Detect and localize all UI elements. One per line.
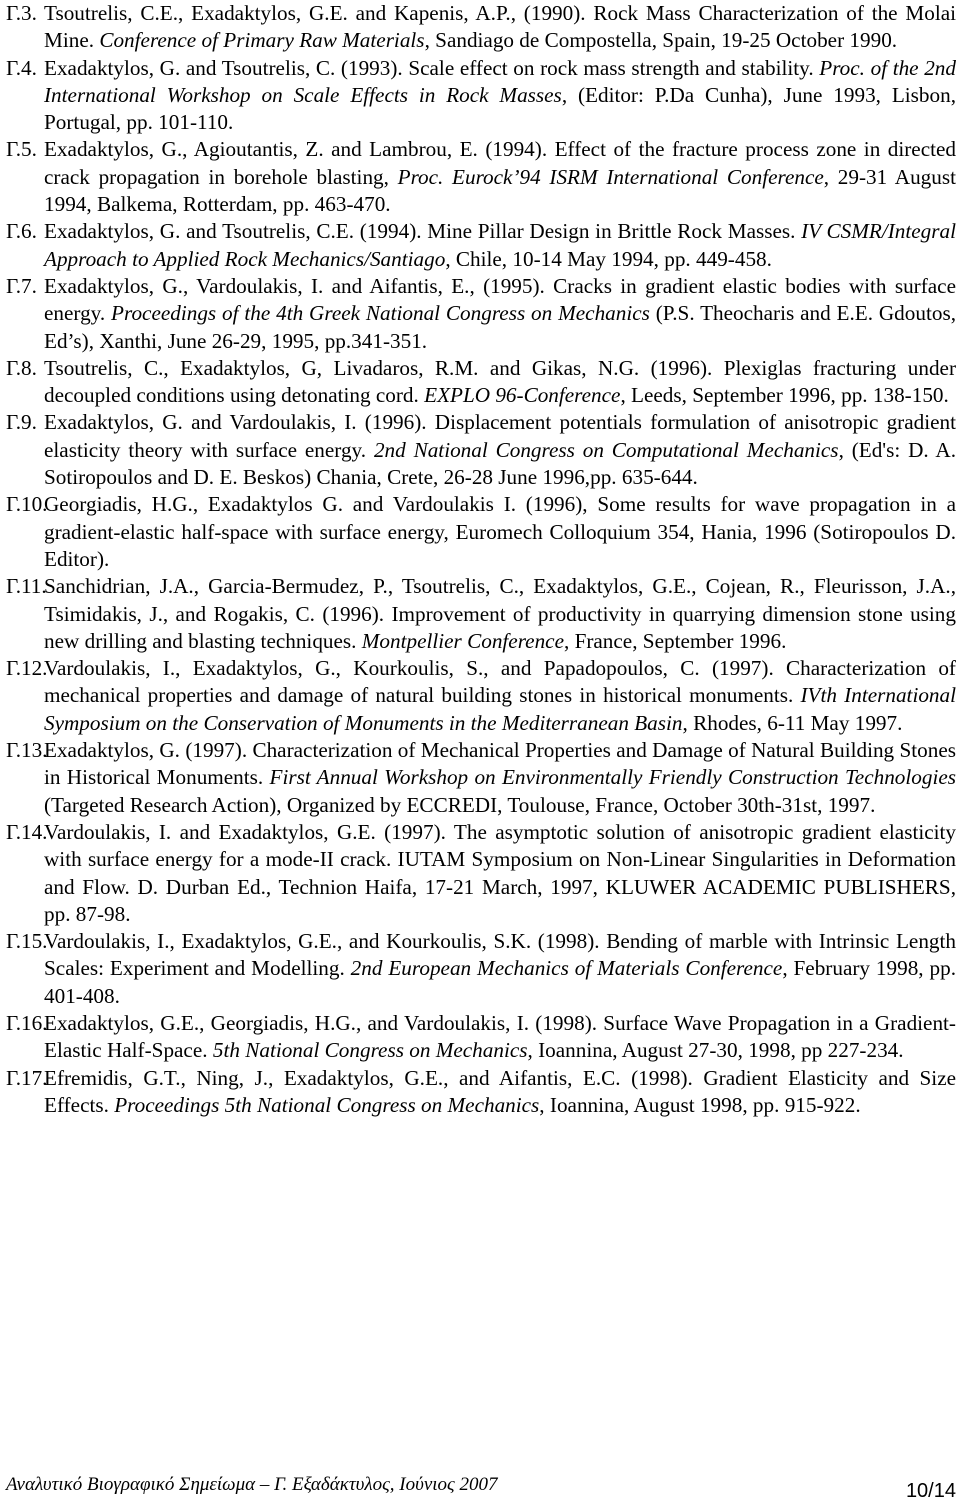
reference-text bbox=[44, 219, 956, 270]
reference-number: Γ.7. bbox=[6, 273, 37, 298]
reference-text-segment: Vardoulakis, I., Exadaktylos, G.E., and Kourkoulis, S.K. (1998). Bending of marble with Intrinsic Length Scales: Experiment and Modelling. bbox=[44, 929, 956, 981]
reference-number: Γ.17. bbox=[6, 1065, 48, 1090]
reference-venue-italic: Conference of Primary Raw Materials bbox=[99, 28, 425, 53]
footer-title: Αναλυτικό Βιογραφικό Σημείωμα – Γ. Εξαδάκτυλος, Ιούνιος 2007 bbox=[6, 1474, 498, 1495]
reference-text bbox=[44, 356, 956, 407]
reference-number: Γ.11. bbox=[6, 574, 47, 599]
reference-venue-italic: Proc. Eurock’94 ISRM International Conference bbox=[397, 164, 824, 189]
reference-venue-italic: Proceedings of the 4th Greek National Congress on Mechanics bbox=[111, 301, 650, 326]
reference-text bbox=[44, 820, 956, 926]
reference-number: Γ.13. bbox=[6, 738, 48, 763]
reference-text bbox=[44, 738, 956, 817]
reference-text-segment: , Ioannina, August 1998, pp. 915-922. bbox=[539, 1092, 861, 1117]
reference-item bbox=[6, 273, 956, 355]
reference-number: Γ.16. bbox=[6, 1010, 48, 1035]
reference-venue-italic: First Annual Workshop on Environmentally Friendly Construction Technologies bbox=[269, 765, 956, 790]
reference-venue-italic: 2nd National Congress on Computational Mechanics bbox=[373, 437, 839, 462]
reference-text-segment: , Rhodes, 6-11 May 1997. bbox=[682, 710, 903, 735]
reference-text-segment: , Ioannina, August 27-30, 1998, pp 227-234. bbox=[527, 1038, 904, 1063]
reference-item bbox=[6, 1010, 956, 1065]
reference-item bbox=[6, 136, 956, 218]
reference-number: Γ.5. bbox=[6, 137, 37, 162]
reference-text-segment: , (Ed's: D. A. Sotiropoulos and D. E. Beskos) Chania, Crete, 26-28 June 1996,pp. 635-644. bbox=[44, 437, 957, 490]
reference-text-segment: Exadaktylos, G.E., Georgiadis, H.G., and Vardoulakis, I. (1998). Surface Wave Propagation in a Gradient-Elastic Half-Space. bbox=[44, 1010, 956, 1063]
reference-text-segment: Exadaktylos, G., Agioutantis, Z. and Lambrou, E. (1994). Effect of the fracture process zone in directed crack propagation in borehole blasting, bbox=[44, 137, 956, 189]
reference-text bbox=[44, 56, 956, 135]
reference-text bbox=[44, 410, 956, 489]
reference-text-segment: Exadaktylos, G. and Tsoutrelis, C.E. (1994). Mine Pillar Design in Brittle Rock Masses. bbox=[44, 219, 802, 244]
reference-text-segment: , Leeds, September 1996, pp. 138-150. bbox=[620, 383, 949, 408]
reference-item bbox=[6, 355, 956, 410]
reference-number: Γ.8. bbox=[6, 355, 37, 380]
reference-text-segment: Tsoutrelis, C., Exadaktylos, G, Livadaros, R.M. and Gikas, N.G. (1996). Plexiglas fracturing under decoupled conditions using detonating cord. bbox=[44, 355, 956, 408]
reference-text-segment: Exadaktylos, G., Vardoulakis, I. and Aifantis, E., (1995). Cracks in gradient elastic bodies with surface energy. bbox=[44, 273, 956, 326]
reference-text-segment: Vardoulakis, I., Exadaktylos, G., Kourkoulis, S., and Papadopoulos, C. (1997). Characterization of mechanical properties and damage of natural building stones in historical monuments. bbox=[44, 656, 956, 708]
reference-number: Γ.15. bbox=[6, 929, 48, 954]
reference-number: Γ.12. bbox=[6, 656, 48, 681]
reference-item bbox=[6, 409, 956, 491]
reference-number: Γ.9. bbox=[6, 410, 37, 435]
reference-item bbox=[6, 0, 956, 55]
reference-venue-italic: IV CSMR/Integral Approach to Applied Rock Mechanics/Santiago bbox=[44, 219, 956, 271]
reference-number: Γ.4. bbox=[6, 55, 37, 80]
reference-text bbox=[44, 574, 956, 653]
reference-text-segment: (P.S. Theocharis and E.E. Gdoutos, Ed’s), Xanthi, June 26-29, 1995, pp.341-351. bbox=[44, 301, 956, 353]
reference-text-segment: Efremidis, G.T., Ning, J., Exadaktylos, G.E., and Aifantis, E.C. (1998). Gradient Elasticity and Size Effects. bbox=[44, 1065, 956, 1117]
reference-item bbox=[6, 655, 956, 737]
reference-text-segment: , France, September 1996. bbox=[563, 628, 787, 653]
reference-text-segment: Exadaktylos, G. and Tsoutrelis, C. (1993). Scale effect on rock mass strength and stability. bbox=[44, 55, 820, 80]
reference-text bbox=[44, 1, 956, 52]
reference-venue-italic: 2nd European Mechanics of Materials Conference bbox=[350, 956, 783, 981]
reference-venue-italic: Proceedings 5th National Congress on Mechanics bbox=[114, 1092, 540, 1117]
reference-item bbox=[6, 573, 956, 655]
reference-venue-italic: Proc. of the 2nd International Workshop on Scale Effects in Rock Masses bbox=[44, 55, 956, 107]
reference-text-segment: , 29-31 August 1994, Balkema, Rotterdam, pp. 463-470. bbox=[44, 164, 956, 217]
reference-venue-italic: 5th National Congress on Mechanics bbox=[212, 1038, 528, 1063]
reference-item bbox=[6, 218, 956, 273]
reference-text bbox=[44, 1066, 956, 1117]
reference-text-segment: Sanchidrian, J.A., Garcia-Bermudez, P., Tsoutrelis, C., Exadaktylos, G.E., Cojean, R., Fleurisson, J.A., Tsimidakis, J., and Rogakis, C. (1996). Improvement of productivity in quarrying dimension stone using new drilling and blasting techniques. bbox=[44, 574, 956, 653]
reference-venue-italic: IVth International Symposium on the Conservation of Monuments in the Mediterranean Basin bbox=[44, 683, 956, 735]
reference-text-segment: , (Editor: P.Da Cunha), June 1993, Lisbon, Portugal, pp. 101-110. bbox=[44, 82, 956, 135]
reference-text-segment: , February 1998, pp. 401-408. bbox=[44, 956, 956, 1008]
reference-text bbox=[44, 929, 956, 1008]
reference-text-segment: , Chile, 10-14 May 1994, pp. 449-458. bbox=[445, 246, 772, 271]
reference-text bbox=[44, 656, 956, 735]
reference-text-segment: (Targeted Research Action), Organized by ECCREDI, Toulouse, France, October 30th-31st, 1997. bbox=[44, 792, 876, 817]
reference-item bbox=[6, 819, 956, 928]
reference-text-segment: Tsoutrelis, C.E., Exadaktylos, G.E. and Kapenis, A.P., (1990). Rock Mass Characterization of the Molai Mine. bbox=[44, 1, 956, 53]
reference-item bbox=[6, 928, 956, 1010]
reference-text-segment: Georgiadis, H.G., Exadaktylos G. and Vardoulakis I. (1996), Some results for wave propagation in a gradient-elastic half-space with surface energy, Euromech Colloquium 354, Hania, 1996 (Sotiropoulos D. Editor). bbox=[44, 492, 956, 571]
reference-list bbox=[6, 0, 956, 1119]
reference-number: Γ.6. bbox=[6, 219, 37, 244]
reference-venue-italic: Montpellier Conference bbox=[361, 628, 564, 653]
page-number: 10/14 bbox=[905, 1480, 956, 1502]
reference-item bbox=[6, 55, 956, 137]
reference-number: Γ.14. bbox=[6, 819, 48, 844]
reference-text bbox=[44, 137, 956, 216]
reference-text-segment: Vardoulakis, I. and Exadaktylos, G.E. (1997). The asymptotic solution of anisotropic gradient elasticity with surface energy for a mode-II crack. IUTAM Symposium on Non-Linear Singularities in Deformation and Flow. D. Durban Ed., Technion Haifa, 17-21 March, 1997, KLUWER ACADEMIC PUBLISHERS, pp. 87-98. bbox=[44, 819, 956, 926]
reference-number: Γ.3. bbox=[6, 1, 37, 25]
page-footer bbox=[6, 1474, 956, 1502]
reference-text bbox=[44, 1011, 956, 1062]
reference-item bbox=[6, 737, 956, 819]
reference-text-segment: Exadaktylos, G. and Vardoulakis, I. (1996). Displacement potentials formulation of anisotropic gradient elasticity theory with surface energy. bbox=[44, 410, 956, 462]
reference-text-segment: Exadaktylos, G. (1997). Characterization of Mechanical Properties and Damage of Natural Building Stones in Historical Monuments. bbox=[44, 738, 956, 790]
reference-text-segment: , Sandiago de Compostella, Spain, 19-25 October 1990. bbox=[424, 28, 898, 53]
reference-text bbox=[44, 492, 956, 571]
reference-text bbox=[44, 274, 956, 353]
reference-item bbox=[6, 1065, 956, 1120]
reference-number: Γ.10. bbox=[6, 492, 48, 517]
reference-venue-italic: EXPLO 96-Conference bbox=[424, 383, 621, 408]
reference-item bbox=[6, 491, 956, 573]
